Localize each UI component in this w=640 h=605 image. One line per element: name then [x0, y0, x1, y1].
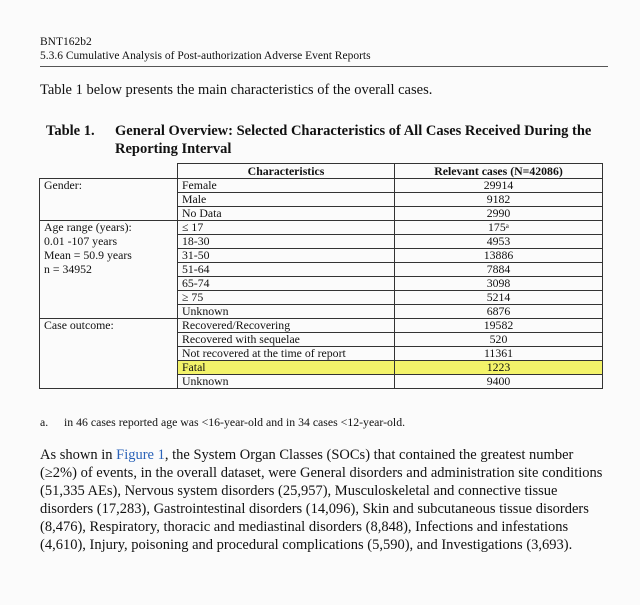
table-header-row — [40, 164, 603, 179]
footnote-marker: a. — [40, 415, 49, 429]
table-footnote — [40, 415, 405, 430]
table-row — [40, 319, 603, 333]
table-row — [40, 305, 603, 319]
case-count-cell: 29914 — [395, 179, 603, 193]
case-count-cell: 520 — [395, 333, 603, 347]
characteristic-cell: 31-50 — [178, 249, 395, 263]
table-header-blank — [40, 164, 178, 179]
group-label: Case outcome: — [44, 318, 114, 332]
paragraph-lead: As shown in — [40, 447, 117, 463]
characteristic-cell: 65-74 — [178, 277, 395, 291]
table-row — [40, 221, 603, 235]
characteristic-cell: Recovered/Recovering — [178, 319, 395, 333]
intro-text: Table 1 below presents the main characteristics of the overall cases. — [40, 82, 433, 98]
group-label-cell — [40, 319, 178, 333]
table-header-characteristics: Characteristics — [178, 164, 395, 179]
characteristics-table — [39, 163, 603, 389]
table-number: Table 1. — [46, 123, 95, 139]
characteristic-cell: Female — [178, 179, 395, 193]
group-label: Mean = 50.9 years — [44, 248, 132, 262]
group-label-cell — [40, 179, 178, 193]
table-row — [40, 291, 603, 305]
case-count-cell: 6876 — [395, 305, 603, 319]
case-count-cell: 19582 — [395, 319, 603, 333]
group-label-cell — [40, 193, 178, 207]
header-divider — [40, 66, 608, 67]
case-count-cell: 13886 — [395, 249, 603, 263]
group-label-cell — [40, 291, 178, 305]
characteristic-cell: Male — [178, 193, 395, 207]
case-count-cell: 1223 — [395, 361, 603, 375]
characteristic-cell: 18-30 — [178, 235, 395, 249]
group-label: n = 34952 — [44, 262, 92, 276]
table-title: General Overview: Selected Characteristics of All Cases Received During the Reporting Interval — [115, 123, 592, 157]
case-count-cell: 9400 — [395, 375, 603, 389]
group-label: 0.01 -107 years — [44, 234, 118, 248]
case-count-cell: 7884 — [395, 263, 603, 277]
characteristic-cell: 51-64 — [178, 263, 395, 277]
group-label-cell — [40, 263, 178, 277]
group-label-cell — [40, 249, 178, 263]
table-row — [40, 333, 603, 347]
case-count-cell: 175ᵃ — [395, 221, 603, 235]
characteristic-cell: Unknown — [178, 375, 395, 389]
table-row — [40, 249, 603, 263]
case-count-cell: 11361 — [395, 347, 603, 361]
group-label-cell — [40, 375, 178, 389]
characteristic-cell: ≥ 75 — [178, 291, 395, 305]
group-label-cell — [40, 221, 178, 235]
summary-paragraph — [40, 446, 612, 554]
table-row — [40, 347, 603, 361]
table-row — [40, 361, 603, 375]
characteristic-cell: No Data — [178, 207, 395, 221]
table-row — [40, 235, 603, 249]
figure-1-link[interactable]: Figure 1 — [116, 447, 165, 463]
group-label-cell — [40, 333, 178, 347]
table-row — [40, 207, 603, 221]
footnote-text: in 46 cases reported age was <16-year-old and in 34 cases <12-year-old. — [64, 415, 406, 429]
group-label: Age range (years): — [44, 220, 132, 234]
group-label-cell — [40, 361, 178, 375]
group-label-cell — [40, 305, 178, 319]
table-row — [40, 179, 603, 193]
header-product: BNT162b2 — [40, 36, 92, 48]
group-label-cell — [40, 277, 178, 291]
characteristic-cell: Unknown — [178, 305, 395, 319]
header-section: 5.3.6 Cumulative Analysis of Post-authorization Adverse Event Reports — [40, 50, 371, 62]
case-count-cell: 4953 — [395, 235, 603, 249]
table-header-cases: Relevant cases (N=42086) — [395, 164, 603, 179]
group-label-cell — [40, 347, 178, 361]
case-count-cell: 5214 — [395, 291, 603, 305]
paragraph-body: , the System Organ Classes (SOCs) that contained the greatest number (≥2%) of events, in the overall dataset, were General disorders and administration site conditions (51,335 AEs), Nervous system disorders (25,957), Musculoskeletal and connective tissue disorders (17,283), Gastrointestinal disorders (14,096), Skin and subcutaneous tissue disorders (8,476), Respiratory, thoracic and mediastinal disorders (8,848), Infections and infestations (4,610), Injury, poisoning and procedural complications (5,590), and Investigations (3,693). — [40, 447, 603, 553]
table-row — [40, 375, 603, 389]
characteristic-cell: ≤ 17 — [178, 221, 395, 235]
group-label-cell — [40, 207, 178, 221]
page-header — [40, 35, 608, 63]
group-label-cell — [40, 235, 178, 249]
table-row — [40, 277, 603, 291]
group-label: Gender: — [44, 178, 82, 192]
characteristic-cell: Not recovered at the time of report — [178, 347, 395, 361]
characteristic-cell: Recovered with sequelae — [178, 333, 395, 347]
table-row — [40, 263, 603, 277]
table-row — [40, 193, 603, 207]
case-count-cell: 3098 — [395, 277, 603, 291]
characteristic-cell: Fatal — [178, 361, 395, 375]
case-count-cell: 9182 — [395, 193, 603, 207]
case-count-cell: 2990 — [395, 207, 603, 221]
